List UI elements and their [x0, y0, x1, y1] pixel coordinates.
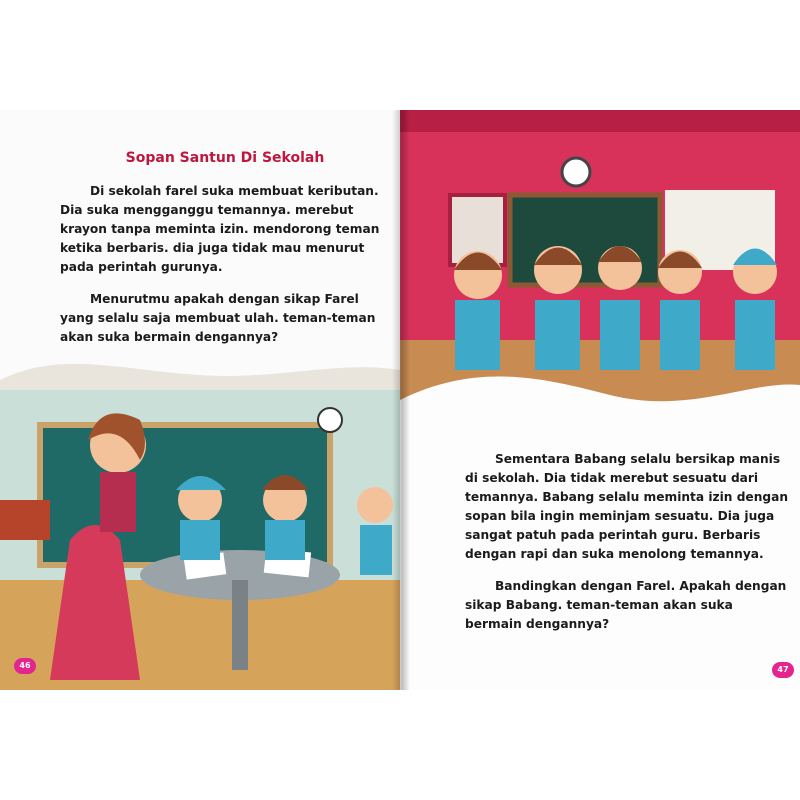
paragraph: Bandingkan dengan Farel. Apakah dengan sikap Babang. teman-teman akan suka bermain dengannya? [465, 579, 787, 631]
book-spread [0, 110, 800, 690]
book-gutter [392, 110, 410, 690]
right-story-text [465, 450, 790, 647]
left-story-text [60, 182, 380, 360]
classroom-illustration-right [400, 110, 800, 440]
page-title: Sopan Santun Di Sekolah [125, 150, 325, 166]
paragraph: Di sekolah farel suka membuat keributan. Dia suka mengganggu temannya. merebut krayon tanpa meminta izin. mendorong teman ketika berbaris. dia juga tidak mau menurut pada perintah gurunya. [60, 184, 380, 274]
left-page [0, 110, 400, 690]
paragraph: Sementara Babang selalu bersikap manis di sekolah. Dia tidak merebut sesuatu dari temannya. Babang selalu meminta izin dengan sopan bila ingin meminjam sesuatu. Dia juga sangat patuh pada perintah guru. Berbaris dengan rapi dan suka menolong temannya. [465, 452, 789, 561]
classroom-illustration-left [0, 350, 400, 690]
page-number-badge: 47 [772, 662, 794, 678]
page-number-badge: 46 [14, 658, 36, 674]
paragraph: Menurutmu apakah dengan sikap Farel yang selalu saja membuat ulah. teman-teman akan suka bermain dengannya? [60, 292, 376, 344]
